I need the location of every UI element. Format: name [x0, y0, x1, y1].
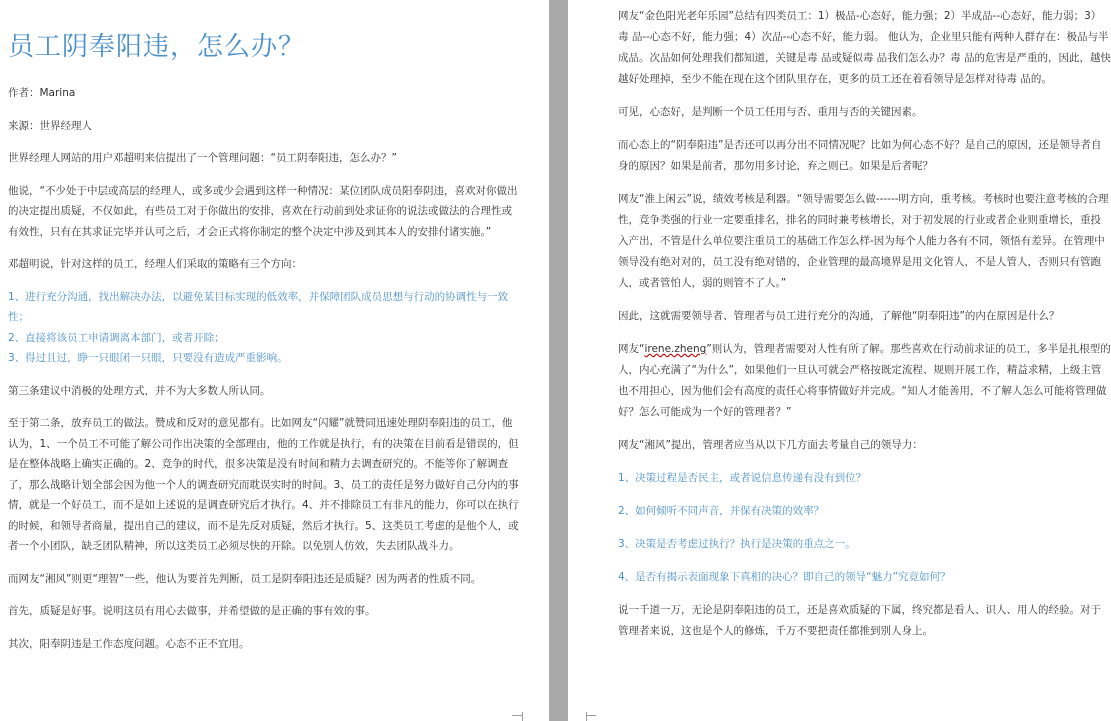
list-item: 1、进行充分沟通，找出解决办法，以避免某目标实现的低效率，并保障团队成员思想与行动的协调性与一致性；	[8, 290, 509, 323]
paragraph: 世界经理人网站的用户邓超明来信提出了一个管理问题：“员工阴奉阳违，怎么办？”	[8, 152, 397, 164]
source-line: 来源：世界经理人	[8, 119, 92, 132]
article-title: 员工阴奉阳违，怎么办？	[8, 32, 306, 62]
list-item: 3、得过且过，睁一只眼闭一只眼，只要没有造成严重影响。	[8, 352, 288, 364]
paragraph: 第三条建议中消极的处理方式，并不为大多数人所认同。	[8, 384, 271, 397]
paragraph	[618, 339, 1111, 423]
document-page-right	[568, 0, 1111, 721]
paragraph: 而网友“湘风”则更“理智”一些，他认为要首先判断，员工是阴奉阳违还是质疑？因为两者的性质不同。	[8, 572, 482, 585]
paragraph: 邓超明说，针对这样的员工，经理人们采取的策略有三个方向：	[8, 258, 302, 270]
list-item: 4、是否有揭示表面现象下真相的决心？即自己的领导“魅力”究竟如何？	[618, 571, 951, 583]
paragraph: 因此，这就需要领导者、管理者与员工进行充分的沟通，了解他“阴奉阳违”的内在原因是什么？	[618, 310, 1060, 322]
strategy-list	[8, 287, 521, 369]
list-item: 3、决策是否考虑过执行？执行是决策的重点之一。	[618, 538, 856, 550]
list-item: 1、决策过程是否民主，或者说信息传递有没有到位？	[618, 472, 867, 484]
page-corner-mark	[522, 712, 523, 721]
paragraph: 至于第二条，放弃员工的做法。赞成和反对的意见都有。比如网友“闪耀”就赞同迅速处理阴奉阳违的员工，他认为，1、一个员工不可能了解公司作出决策的全部理由，他的工作就是执行，有的决策在目前看是错误的，但是在整体战略上确实正确的。2、竞争的时代，很多决策是没有时间和精力去调查研究的。不能等你了解调查了，那么战略计划全部会因为他一个人的调查研究而耽误实时的时间。3、员工的责任是努力做好自己分内的事情，就是一个好员工，而不是如上述说的是调查研究后才执行。4、并不排除员工有非凡的能力，你可以在执行的时候，和领导者商量，提出自己的建议，而不是先反对质疑，然后才执行。5、这类员工考虑的是他个人，或者一个小团队，缺乏团队精神，所以这类员工必须尽快的开除。以免别人仿效，失去团队战斗力。	[8, 417, 519, 552]
paragraph: 说一千道一万，无论是阴奉阳违的员工，还是喜欢质疑的下属，终究都是看人、识人、用人的经验。对于管理者来说，这也是个人的修炼，千万不要把责任都推到别人身上。	[618, 604, 1101, 637]
paragraph: 网友“湘风”提出，管理者应当从以下几方面去考量自己的领导力：	[618, 439, 923, 451]
paragraph: 网友“金色阳光老年乐园”总结有四类员工：1）极品-心态好，能力强；2）半成品--心态好，能力弱；3）毒 品--心态不好，能力强；4）次品--心态不好，能力弱。 他认为，企业里只能有两种人群存在：极品与半成品。次品如何处理我们都知道，关键是毒 品或疑似毒 品我们怎么办？毒 品的危害是严重的，因此，越快越好处理掉，至少不能在现在这个团队里存在，更多的员工还在着看领导是怎样对待毒 品的。	[618, 10, 1111, 85]
paragraph: 网友“淮上闲云”说，绩效考核是利器。“领导需要怎么做------明方向，重考核。考核时也要注意考核的合理性，竞争类强的行业一定要重排名，排名的同时兼考核增长，对于初发展的行业或者企业则重增长，重投入产出，不管是什么单位要注重员工的基础工作怎么样-因为每个人能力各有不同，领悟有差异。在管理中领导没有绝对对的，员工没有绝对错的，企业管理的最高境界是用文化管人，不是人管人，否则只有管跑人，或者管怕人，弱的则管不了人。”	[618, 193, 1109, 289]
list-item: 2、如何倾听不同声音，并保有决策的效率？	[618, 505, 825, 517]
document-page-left	[0, 0, 549, 721]
paragraph: 可见，心态好，是判断一个员工任用与否、重用与否的关键因素。	[618, 106, 923, 118]
paragraph: 而心态上的“阴奉阳违”是否还可以再分出不同情况呢？比如为何心态不好？是自己的原因，还是领导者自身的原因？如果是前者，那勿用多讨论，弃之则已。如果是后者呢？	[618, 139, 1102, 172]
page-gutter	[549, 0, 568, 721]
username-spellcheck: irene.zheng	[644, 343, 707, 355]
author-line: 作者：Marina	[8, 87, 76, 99]
page-corner-mark	[512, 715, 522, 716]
page-corner-mark	[586, 715, 596, 716]
page-corner-mark	[586, 712, 587, 721]
list-item: 2、直接将该员工申请调离本部门，或者开除；	[8, 331, 225, 344]
paragraph: 其次，阳奉阴违是工作态度问题。心态不正不宜用。	[8, 637, 250, 650]
paragraph: 他说，“不少处于中层或高层的经理人，或多或少会遇到这样一种情况：某位团队成员阳奉阴违，喜欢对你做出的决定提出质疑，不仅如此，有些员工对于你做出的安排，喜欢在行动前到处求证你的说法或做法的合理性或有效性，只有在其求证完毕并认可之后，才会正式将你制定的整个决定中涉及到其本人的安排付诸实施。”	[8, 184, 518, 238]
paragraph: 首先，质疑是好事。说明这员有用心去做事，并希望做的是正确的事有效的事。	[8, 605, 376, 617]
text-span: ”则认为，管理者需要对人性有所了解。那些喜欢在行动前求证的员工，多半是扎根型的人，内心充满了“为什么”，如果他们一旦认可就会严格按既定流程、规则开展工作，精益求精，上级主管也不用担心，因为他们会有高度的责任心将事情做好并完成。“知人才能善用，不了解人怎么可能将管理做好？怎么可能成为一个好的管理者？”	[618, 343, 1111, 418]
text-span: 网友“	[618, 343, 645, 355]
